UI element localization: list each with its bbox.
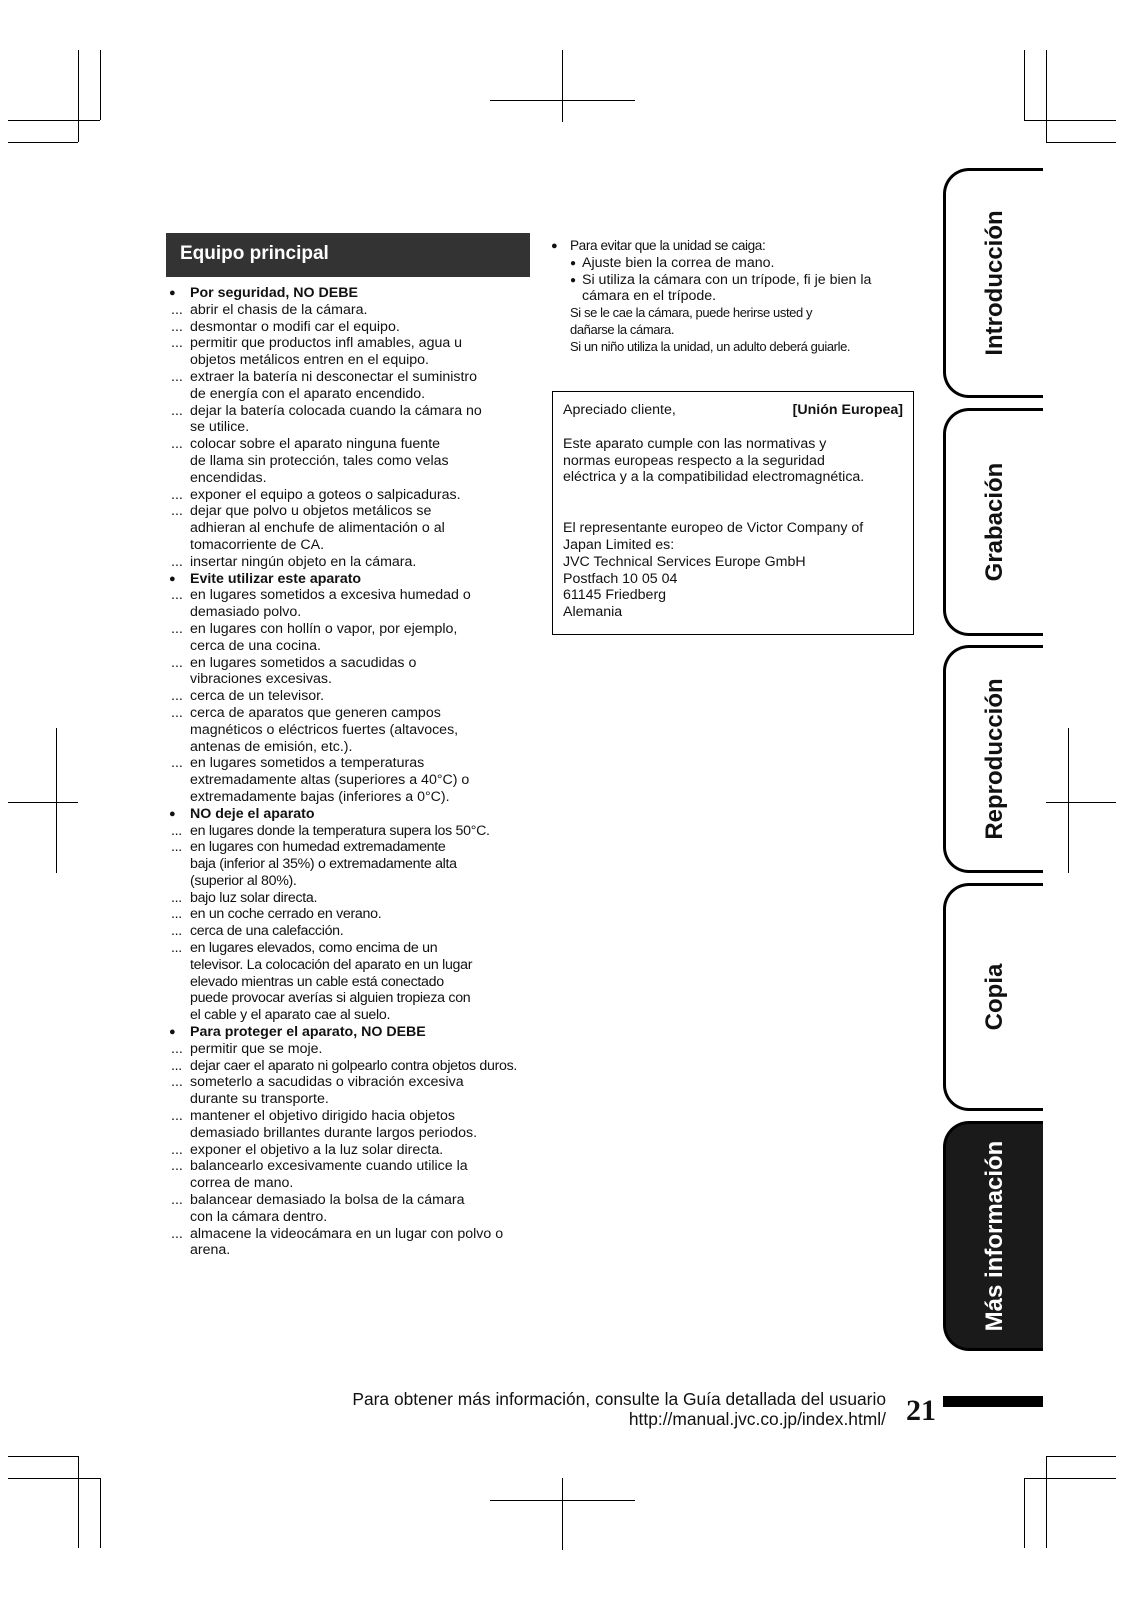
ellipsis-marker: ... xyxy=(171,486,183,503)
list-item-text: desmontar o modifi car el equipo. xyxy=(190,318,400,335)
registration-mark xyxy=(1068,728,1069,873)
list-item xyxy=(166,302,546,319)
list-item-text: en lugares con humedad extremadamente xyxy=(190,839,446,856)
section-title: Equipo principal xyxy=(180,243,329,264)
drop-warning xyxy=(552,238,912,356)
registration-mark xyxy=(562,1478,563,1550)
list-item-text: tomacorriente de CA. xyxy=(190,536,325,553)
crop-mark xyxy=(1046,142,1116,143)
list-item xyxy=(166,1108,546,1125)
crop-mark xyxy=(100,1478,101,1548)
list-item-text: en un coche cerrado en verano. xyxy=(190,906,382,923)
crop-mark xyxy=(78,50,79,142)
eu-text-line: JVC Technical Services Europe GmbH xyxy=(563,553,806,570)
safety-list xyxy=(166,285,546,1259)
list-item xyxy=(166,436,546,453)
tab-copia[interactable] xyxy=(943,883,1043,1111)
list-item-text: en lugares donde la temperatura supera los 50°C. xyxy=(190,822,490,839)
list-item-text: cerca de aparatos que generen campos xyxy=(190,704,441,721)
list-item-text: en lugares sometidos a temperaturas xyxy=(190,755,425,772)
list-item xyxy=(166,940,546,957)
page-number: 21 xyxy=(906,1394,936,1427)
ellipsis-marker: ... xyxy=(171,839,182,856)
sub-bullet-item: ● Ajuste bien la correa de mano. xyxy=(552,255,912,272)
list-item-text: someterlo a sacudidas o vibración excesiva xyxy=(190,1074,464,1091)
ellipsis-marker: ... xyxy=(171,822,182,839)
list-item xyxy=(166,319,546,336)
list-item-continuation xyxy=(166,772,546,789)
list-item-text: correa de mano. xyxy=(190,1175,294,1192)
tab-reproduccion[interactable] xyxy=(943,645,1043,873)
eu-region-label: [Unión Europea] xyxy=(792,402,903,418)
footer-reference xyxy=(352,1389,886,1429)
crop-mark xyxy=(1024,1478,1116,1479)
list-item-text: exponer el objetivo a la luz solar directa. xyxy=(190,1141,444,1158)
eu-text-line: eléctrica y a la compatibilidad electromagnética. xyxy=(563,469,865,486)
eu-text-line: 61145 Friedberg xyxy=(563,587,667,604)
list-item-text: elevado mientras un cable está conectado xyxy=(190,973,444,990)
tab-mas-informacion[interactable] xyxy=(943,1121,1043,1351)
list-item-continuation xyxy=(166,470,546,487)
crop-mark xyxy=(8,120,100,121)
list-item-text: extremadamente bajas (inferiores a 0°C). xyxy=(190,788,450,805)
ellipsis-marker: ... xyxy=(171,620,183,637)
crop-mark xyxy=(1024,50,1025,120)
tab-label: Reproducción xyxy=(980,678,1008,840)
list-item-text: (superior al 80%). xyxy=(190,872,297,889)
crop-mark xyxy=(78,1456,79,1548)
ellipsis-marker: ... xyxy=(171,755,183,772)
list-item-text: vibraciones excesivas. xyxy=(190,671,332,688)
list-item-continuation xyxy=(166,957,546,974)
list-item-text: permitir que productos infl amables, agua u xyxy=(190,335,463,352)
list-item-text: encendidas. xyxy=(190,469,267,486)
drop-warning-sub-list xyxy=(552,255,912,305)
eu-text-line: normas europeas respecto a la seguridad xyxy=(563,452,825,469)
page-number-bar xyxy=(943,1396,1043,1407)
ellipsis-marker: ... xyxy=(171,1057,182,1074)
ellipsis-marker: ... xyxy=(171,301,183,318)
list-item xyxy=(166,487,546,504)
list-item-text: almacene la videocámara en un lugar con polvo o xyxy=(190,1225,504,1242)
list-item-continuation xyxy=(166,671,546,688)
eu-text-line: Alemania xyxy=(563,604,623,621)
ellipsis-marker: ... xyxy=(171,335,183,352)
ellipsis-marker: ... xyxy=(171,436,183,453)
list-item xyxy=(166,839,546,856)
list-item-continuation xyxy=(166,1209,546,1226)
tab-introduccion[interactable] xyxy=(943,168,1043,398)
list-item xyxy=(166,906,546,923)
list-item-continuation xyxy=(166,990,546,1007)
list-item xyxy=(166,554,546,571)
list-item-text: adhieran al enchufe de alimentación o al xyxy=(190,520,445,537)
crop-mark xyxy=(1024,1478,1025,1548)
registration-mark xyxy=(8,802,78,803)
eu-notice-box xyxy=(552,391,914,635)
list-item-text: dejar que polvo u objetos metálicos se xyxy=(190,503,432,520)
list-item xyxy=(166,688,546,705)
crop-mark xyxy=(8,142,78,143)
list-item xyxy=(166,823,546,840)
list-item xyxy=(166,1074,546,1091)
group-heading: ● Por seguridad, NO DEBE xyxy=(166,285,546,302)
ellipsis-marker: ... xyxy=(171,318,183,335)
list-item-continuation xyxy=(166,1091,546,1108)
list-item-text: bajo luz solar directa. xyxy=(190,889,318,906)
list-item-text: mantener el objetivo dirigido hacia objetos xyxy=(190,1108,455,1125)
list-item xyxy=(166,1142,546,1159)
list-item-text: dejar la batería colocada cuando la cámara no xyxy=(190,402,482,419)
list-item-text: abrir el chasis de la cámara. xyxy=(190,301,368,318)
crop-mark xyxy=(8,1478,100,1479)
sub-bullet-item: cámara en el trípode. xyxy=(582,288,717,305)
list-item-text: cerca de un televisor. xyxy=(190,688,325,705)
ellipsis-marker: ... xyxy=(171,889,182,906)
eu-compliance-paragraph xyxy=(563,436,903,486)
tab-grabacion[interactable] xyxy=(943,408,1043,636)
crop-mark xyxy=(100,50,101,120)
ellipsis-marker: ... xyxy=(171,1108,183,1125)
ellipsis-marker: ... xyxy=(171,587,183,604)
list-item-text: de llama sin protección, tales como velas xyxy=(190,452,449,469)
list-item xyxy=(166,1226,546,1243)
list-item-text: dejar caer el aparato ni golpearlo contra objetos duros. xyxy=(190,1057,518,1074)
registration-mark xyxy=(562,50,563,122)
ellipsis-marker: ... xyxy=(171,503,183,520)
ellipsis-marker: ... xyxy=(171,1158,183,1175)
list-item-continuation xyxy=(166,1007,546,1024)
crop-mark xyxy=(1046,1456,1116,1457)
tab-label: Grabación xyxy=(980,462,1008,582)
list-item-text: demasiado brillantes durante largos periodos. xyxy=(190,1124,478,1141)
list-item xyxy=(166,755,546,772)
list-item-text: en lugares con hollín o vapor, por ejemplo, xyxy=(190,620,458,637)
list-item-continuation xyxy=(166,1242,546,1259)
list-item-continuation xyxy=(166,1175,546,1192)
ellipsis-marker: ... xyxy=(171,704,183,721)
list-item-text: demasiado polvo. xyxy=(190,604,302,621)
ellipsis-marker: ... xyxy=(171,402,183,419)
registration-mark xyxy=(1046,802,1116,803)
drop-warning-bullet: ● Para evitar que la unidad se caiga: xyxy=(552,238,912,255)
tab-label: Introducción xyxy=(980,210,1008,356)
list-item-text: antenas de emisión, etc.). xyxy=(190,738,353,755)
list-item-continuation xyxy=(166,722,546,739)
list-item-text: arena. xyxy=(190,1242,231,1259)
ellipsis-marker: ... xyxy=(171,368,183,385)
list-item-continuation xyxy=(166,789,546,806)
list-item xyxy=(166,335,546,352)
drop-warning-note: Si se le cae la cámara, puede herirse usted y dañarse la cámara. Si un niño utiliza la unidad, un adulto deberá guiarle. xyxy=(570,305,851,354)
list-item-continuation xyxy=(166,537,546,554)
list-item-text: exponer el equipo a goteos o salpicaduras. xyxy=(190,486,461,503)
ellipsis-marker: ... xyxy=(171,1074,183,1091)
list-item xyxy=(166,621,546,638)
list-item-continuation xyxy=(166,352,546,369)
list-item-text: balancear demasiado la bolsa de la cámara xyxy=(190,1192,465,1209)
list-item-text: baja (inferior al 35%) o extremadamente alta xyxy=(190,856,457,873)
ellipsis-marker: ... xyxy=(171,940,182,957)
crop-mark xyxy=(1046,1456,1047,1548)
tab-label: Más información xyxy=(980,1140,1008,1332)
eu-text-line: Japan Limited es: xyxy=(563,536,675,553)
eu-text-line: Este aparato cumple con las normativas y xyxy=(563,435,827,452)
list-item xyxy=(166,1158,546,1175)
list-item-text: se utilice. xyxy=(190,419,250,436)
ellipsis-marker: ... xyxy=(171,923,182,940)
list-item-text: en lugares sometidos a sacudidas o xyxy=(190,654,417,671)
tab-label: Copia xyxy=(980,963,1008,1031)
ellipsis-marker: ... xyxy=(171,1040,183,1057)
list-item-continuation xyxy=(166,873,546,890)
ellipsis-marker: ... xyxy=(171,688,183,705)
ellipsis-marker: ... xyxy=(171,1192,183,1209)
list-item xyxy=(166,503,546,520)
list-item-text: permitir que se moje. xyxy=(190,1040,323,1057)
crop-mark xyxy=(1024,120,1116,121)
eu-text-line: Postfach 10 05 04 xyxy=(563,570,678,587)
list-item-text: objetos metálicos entren en el equipo. xyxy=(190,352,429,369)
list-item-text: el cable y el aparato cae al suelo. xyxy=(190,1007,391,1024)
list-item xyxy=(166,1041,546,1058)
list-item xyxy=(166,890,546,907)
list-item-text: con la cámara dentro. xyxy=(190,1208,328,1225)
list-item-text: cerca de una cocina. xyxy=(190,637,321,654)
list-item-continuation xyxy=(166,520,546,537)
list-item-text: colocar sobre el aparato ninguna fuente xyxy=(190,436,441,453)
footer-url[interactable]: http://manual.jvc.co.jp/index.html/ xyxy=(628,1409,886,1429)
list-item-text: insertar ningún objeto en la cámara. xyxy=(190,553,417,570)
list-item-continuation xyxy=(166,638,546,655)
crop-mark xyxy=(8,1456,78,1457)
list-item xyxy=(166,1058,546,1075)
list-item xyxy=(166,923,546,940)
list-item-continuation xyxy=(166,386,546,403)
list-item-text: extraer la batería ni desconectar el suministro xyxy=(190,368,478,385)
list-item-continuation xyxy=(166,1125,546,1142)
list-item xyxy=(166,705,546,722)
section-header xyxy=(166,233,530,277)
footer-line: Para obtener más información, consulte la Guía detallada del usuario xyxy=(352,1389,886,1409)
group-heading: ● Evite utilizar este aparato xyxy=(166,571,546,588)
list-item-text: puede provocar averías si alguien tropieza con xyxy=(190,990,471,1007)
list-item xyxy=(166,655,546,672)
list-item-text: extremadamente altas (superiores a 40°C) o xyxy=(190,772,470,789)
list-item-text: en lugares elevados, como encima de un xyxy=(190,940,438,957)
eu-greeting: Apreciado cliente, xyxy=(563,402,676,418)
list-item-continuation xyxy=(166,856,546,873)
ellipsis-marker: ... xyxy=(171,1141,183,1158)
list-item xyxy=(166,587,546,604)
list-item-continuation xyxy=(166,604,546,621)
ellipsis-marker: ... xyxy=(171,1225,183,1242)
group-heading: ● NO deje el aparato xyxy=(166,806,546,823)
list-item-continuation xyxy=(166,974,546,991)
group-heading: ● Para proteger el aparato, NO DEBE xyxy=(166,1024,546,1041)
list-item xyxy=(166,1192,546,1209)
list-item-text: magnéticos o eléctricos fuertes (altavoces, xyxy=(190,721,459,738)
list-item-continuation xyxy=(166,739,546,756)
ellipsis-marker: ... xyxy=(171,654,183,671)
list-item-text: televisor. La colocación del aparato en un lugar xyxy=(190,956,473,973)
eu-representative-paragraph xyxy=(563,520,903,621)
ellipsis-marker: ... xyxy=(171,553,183,570)
crop-mark xyxy=(1046,50,1047,142)
eu-text-line: El representante europeo de Victor Company of xyxy=(563,520,864,537)
list-item xyxy=(166,403,546,420)
registration-mark xyxy=(56,728,57,873)
list-item-text: balancearlo excesivamente cuando utilice la xyxy=(190,1158,468,1175)
list-item-text: cerca de una calefacción. xyxy=(190,923,344,940)
list-item-text: durante su transporte. xyxy=(190,1091,329,1108)
sub-bullet-item: ● Si utiliza la cámara con un trípode, fi je bien la xyxy=(552,272,912,289)
list-item-continuation xyxy=(166,419,546,436)
list-item xyxy=(166,369,546,386)
list-item-text: de energía con el aparato encendido. xyxy=(190,385,426,402)
list-item-continuation xyxy=(166,453,546,470)
list-item-text: en lugares sometidos a excesiva humedad o xyxy=(190,587,471,604)
ellipsis-marker: ... xyxy=(171,906,182,923)
